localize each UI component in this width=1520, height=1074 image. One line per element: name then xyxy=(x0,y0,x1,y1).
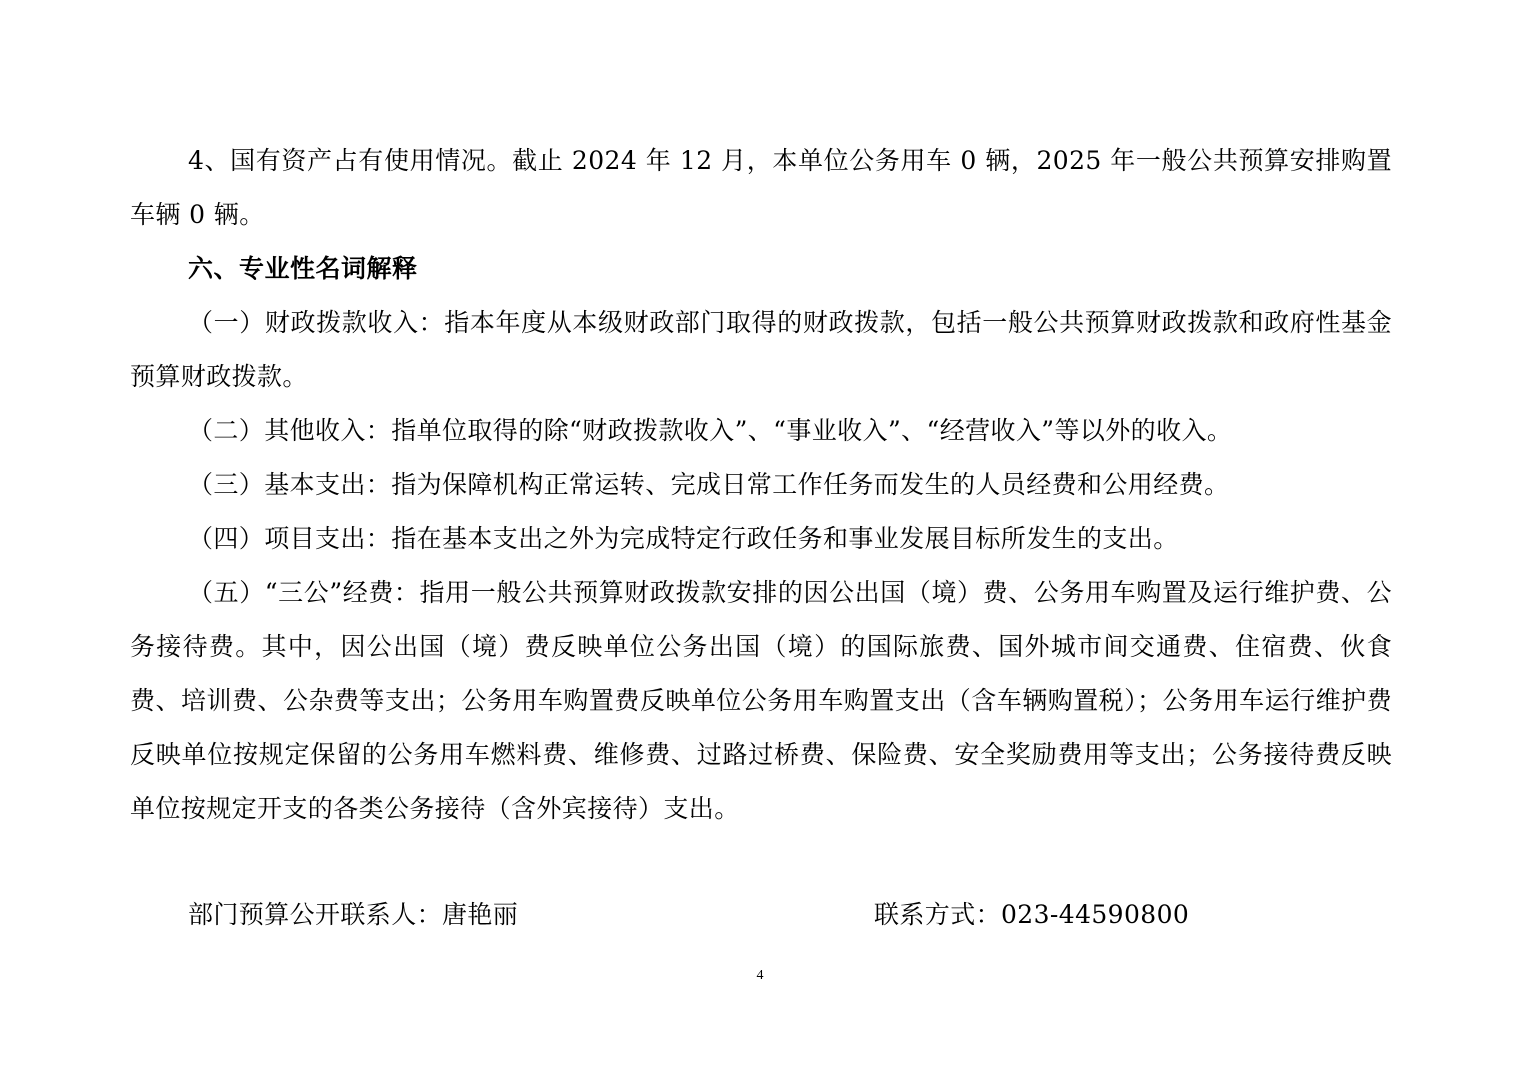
document-body xyxy=(130,134,1392,836)
definition-paragraph-2: （二）其他收入：指单位取得的除“财政拨款收入”、“事业收入”、“经营收入”等以外的收入。 xyxy=(188,416,1233,445)
page-number: 4 xyxy=(756,968,764,983)
contact-phone: 联系方式：023-44590800 xyxy=(874,900,1190,929)
definition-paragraph-1: （一）财政拨款收入：指本年度从本级财政部门取得的财政拨款，包括一般公共预算财政拨款和政府性基金预算财政拨款。 xyxy=(130,308,1392,391)
definition-paragraph-4: （四）项目支出：指在基本支出之外为完成特定行政任务和事业发展目标所发生的支出。 xyxy=(188,524,1179,553)
section-heading: 六、专业性名词解释 xyxy=(188,254,418,283)
asset-usage-paragraph: 4、国有资产占有使用情况。截止 2024 年 12 月，本单位公务用车 0 辆，2025 年一般公共预算安排购置车辆 0 辆。 xyxy=(130,146,1392,229)
definition-paragraph-5: （五）“三公”经费：指用一般公共预算财政拨款安排的因公出国（境）费、公务用车购置及运行维护费、公务接待费。其中，因公出国（境）费反映单位公务出国（境）的国际旅费、国外城市间交通费、住宿费、伙食费、培训费、公杂费等支出；公务用车购置费反映单位公务用车购置支出（含车辆购置税）；公务用车运行维护费反映单位按规定保留的公务用车燃料费、维修费、过路过桥费、保险费、安全奖励费用等支出；公务接待费反映单位按规定开支的各类公务接待（含外宾接待）支出。 xyxy=(130,578,1392,823)
contact-row xyxy=(188,888,1288,942)
contact-person: 部门预算公开联系人：唐艳丽 xyxy=(188,900,519,929)
definition-paragraph-3: （三）基本支出：指为保障机构正常运转、完成日常工作任务而发生的人员经费和公用经费。 xyxy=(188,470,1230,499)
